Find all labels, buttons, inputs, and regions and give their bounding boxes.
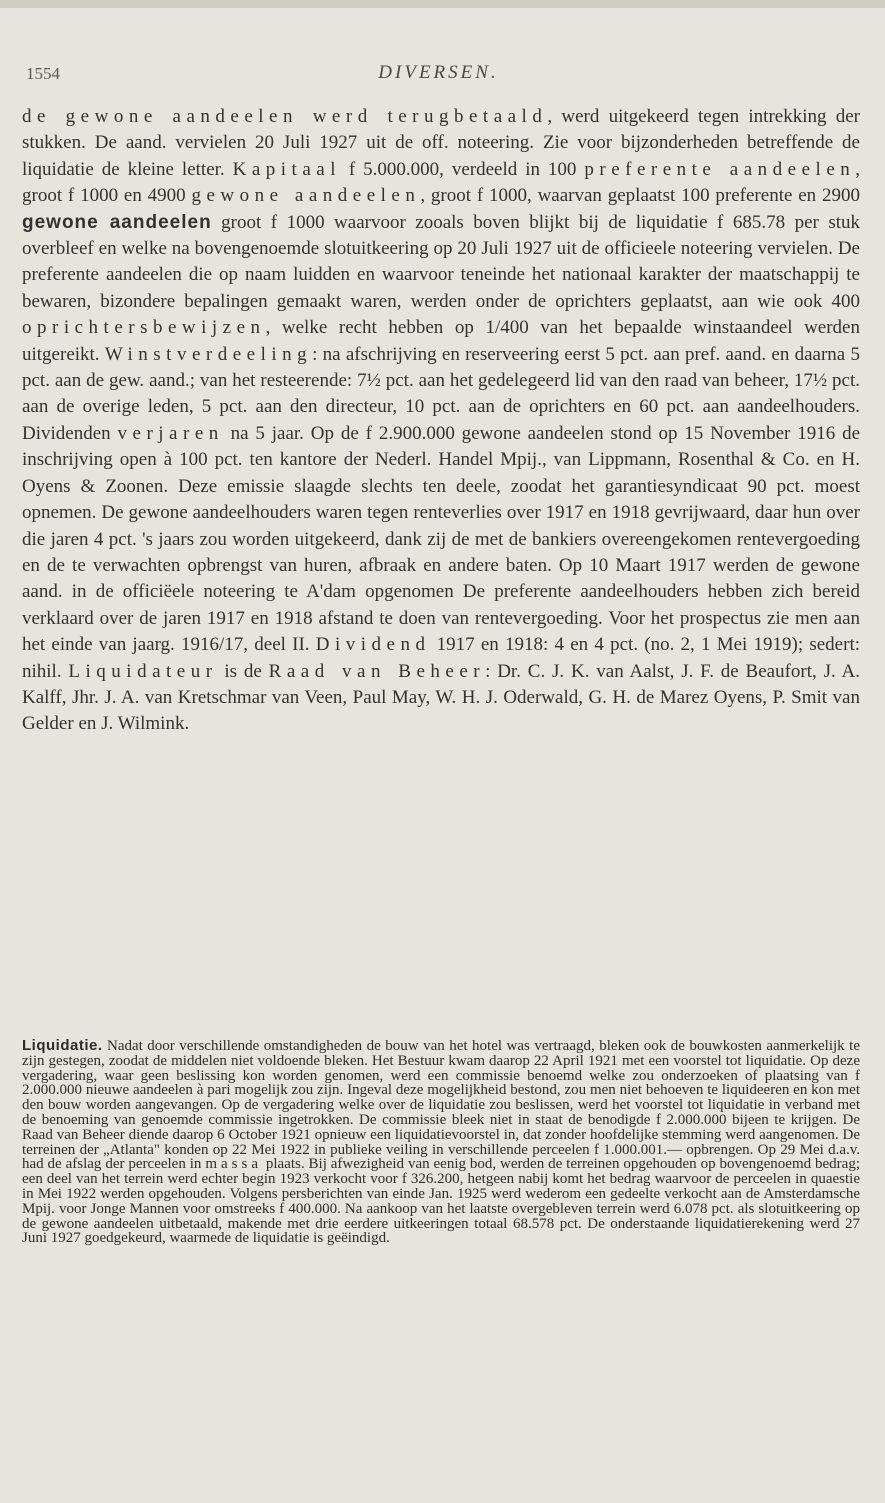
spaced-term: oprichtersbewijzen bbox=[22, 317, 266, 339]
text-run: , welke recht hebben op 1/400 van het bepaalde winstaandeel werden uitgereikt. bbox=[22, 317, 860, 365]
text-run: 1917 en 1918: 4 en 4 pct. (no. 2, 1 Mei 1919); sedert: nihil. bbox=[22, 634, 860, 682]
spaced-term: Raad van Beheer bbox=[268, 660, 486, 682]
spaced-term: Winstverdeeling bbox=[104, 343, 313, 365]
text-run: , werd uitgekeerd tegen intrekking der stukken. De aand. vervielen 20 Juli 1927 uit de off. noteering. Zie voor bijzonderheden betreffende de liquidatie de kleine letter. bbox=[22, 106, 861, 180]
text-run: : Dr. C. J. K. van Aalst, J. F. de Beaufort, J. A. Kalff, Jhr. J. A. van Kretschmar van Veen, Paul May, W. H. J. Oderwald, G. H. de Marez Oyens, P. Smit van Gelder en J. Wilmink. bbox=[22, 660, 860, 735]
spaced-term: verjaren bbox=[117, 422, 224, 444]
liquidation-note bbox=[22, 1039, 860, 1246]
main-text bbox=[22, 104, 860, 738]
spaced-term: massa bbox=[205, 1156, 262, 1173]
spaced-term: Dividend bbox=[315, 634, 431, 656]
page-header bbox=[20, 62, 857, 92]
spaced-term: Kapitaal bbox=[232, 158, 341, 180]
spaced-term: preferente aandeelen bbox=[584, 158, 856, 180]
scan-edge bbox=[0, 0, 885, 8]
running-head: DIVERSEN. bbox=[378, 62, 499, 83]
spaced-term: Liquidateur bbox=[68, 660, 218, 682]
text-run: groot f 1000 waarvoor zooals boven blijkt bij de liquidatie f 685.78 per stuk overbleef en welke na bovengenoemde slotuitkeering op 20 Juli 1927 uit de officieele noteering vervielen. De preferente aandeelen die op naam luidden en waarvoor teneinde het nationaal karakter der maatschappij te bewaren, bizondere bepalingen gemaakt waren, werden onder de oprichters geplaatst, aan wie ook 400 bbox=[22, 211, 860, 312]
note-paragraph bbox=[22, 1039, 860, 1246]
text-run: is de bbox=[217, 660, 269, 682]
text-run: : na afschrijving en reserveering eerst 5 pct. aan pref. aand. en daarna 5 pct. aan de gew. aand.; van het resteerende: 7½ pct. aan het gedelegeerd lid van den raad van beheer, 17½ pct. aan de overige leden, 5 pct. aan den directeur, 10 pct. aan de oprichters en 60 pct. aan aandeelhouders. Dividenden bbox=[22, 343, 860, 444]
page-number: 1554 bbox=[26, 64, 60, 83]
text-run: f 5.000.000, verdeeld in 100 bbox=[340, 158, 585, 180]
text-run: , groot f 1000 en 4900 bbox=[22, 158, 861, 207]
spaced-term: gewone aandeelen bbox=[191, 185, 421, 207]
main-paragraph bbox=[22, 104, 860, 738]
text-run: , groot f 1000, waarvan geplaatst 100 preferente en 2900 bbox=[420, 185, 860, 207]
bold-term: gewone aandeelen bbox=[22, 211, 212, 233]
text-run: Nadat door verschillende omstandigheden de bouw van het hotel was vertraagd, bleken ook de bouwkosten aanmerkelijk te zijn gestegen, zoodat de middelen niet voldoende bleken. Het Bestuur kwam daarop 22 April 1921 met een voorstel tot liquidatie. Op deze vergadering, waar geen beslissing kon worden genomen, werd een commissie benoemd welke zou onderzoeken of plaatsing van f 2.000.000 nieuwe aandeelen à pari mogelijk zou zijn. Ingeval deze mogelijkheid bestond, zou men niet behoeven te liquideeren en kon met den bouw worden aangevangen. Op de vergadering welke over de liquidatie zou beslissen, werd het voorstel tot liquidatie in verband met de benoeming van genoemde commissie ingetrokken. De commissie bleek niet in staat de benodigde f 2.000.000 bijeen te krijgen. De Raad van Beheer diende daarop 6 October 1921 opnieuw een liquidatievoorstel in, dat zonder hoofdelijke stemming werd aangenomen. De terreinen der „Atlanta" konden op 22 Mei 1922 in publieke veiling in verschillende perceelen f 1.000.001.— opbrengen. Op 29 Mei d.a.v. had de afslag der perceelen in bbox=[22, 1038, 860, 1173]
note-lead: Liquidatie. bbox=[22, 1037, 103, 1054]
text-run: na 5 jaar. Op de f 2.900.000 gewone aandeelen stond op 15 November 1916 de inschrijving open à 100 pct. ten kantore der Nederl. Handel Mpij., van Lippmann, Rosenthal & Co. en H. Oyens & Zoonen. Deze emissie slaagde slechts ten deele, zoodat het garantiesyndicaat 90 pct. moest opnemen. De gewone aandeelhouders waren tegen renteverlies over 1917 en 1918 gevrijwaard, daar hun over die jaren 4 pct. 's jaars zou worden uitgekeerd, dank zij de met de bankiers overeengekomen rentevergoeding en de te verwachten opbrengst van huren, afbraak en andere baten. Op 10 Maart 1917 werden de gewone aand. in de officiëele noteering te A'dam opgenomen De preferente aandeelhouders hebben zich bereid verklaard over de jaren 1917 en 1918 afstand te doen van rentevergoeding. Voor het prospectus zie men aan het einde van jaarg. 1916/17, deel II. bbox=[22, 422, 861, 656]
spaced-term: de gewone aandeelen werd terugbetaald bbox=[22, 106, 548, 127]
text-run: plaats. Bij afwezigheid van eenig bod, werden de terreinen opgehouden op bovengenoemd bedrag; een deel van het terrein werd echter begin 1923 verkocht voor f 326.200, hetgeen nabij komt het bedrag waarvoor de perceelen in quaestie in Mei 1922 werden opgehouden. Volgens persberichten van einde Jan. 1925 werd wederom een gedeelte verkocht aan de Amsterdamsche Mpij. voor Jonge Mannen voor omstreeks f 400.000. Na aankoop van het laatste overgebleven terrein werd 6.078 pct. als slotuitkeering op de gewone aandeelen uitbetaald, makende met drie eerdere uitkeeringen totaal 68.578 pct. De onderstaande liquidatierekening werd 27 Juni 1927 goedgekeurd, waarmede de liquidatie is geëindigd. bbox=[22, 1156, 860, 1247]
